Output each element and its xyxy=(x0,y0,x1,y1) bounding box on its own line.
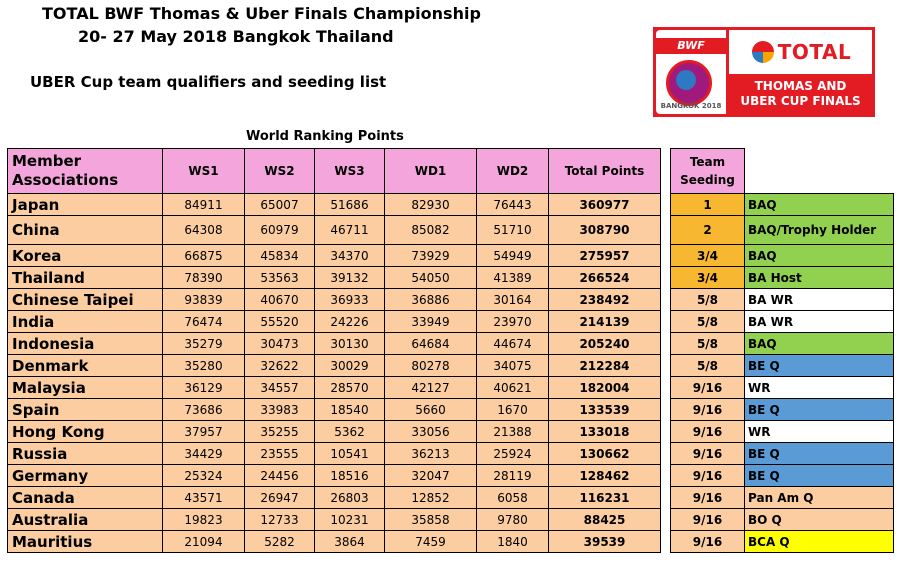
seeding-header-row xyxy=(671,149,894,194)
member-name-cell: Japan xyxy=(8,194,163,216)
qualification-cell: BE Q xyxy=(745,399,894,421)
ws3-cell: 24226 xyxy=(315,311,385,333)
wd2-cell: 30164 xyxy=(477,289,549,311)
bwf-label: BWF xyxy=(656,38,726,54)
member-name-cell: Thailand xyxy=(8,267,163,289)
ws1-cell: 64308 xyxy=(163,216,245,245)
ws2-cell: 33983 xyxy=(245,399,315,421)
col-qualification-blank xyxy=(745,149,894,194)
ws1-cell: 34429 xyxy=(163,443,245,465)
seed-cell: 5/8 xyxy=(671,311,745,333)
subtitle: UBER Cup team qualifiers and seeding list xyxy=(30,73,387,91)
col-wd1: WD1 xyxy=(385,149,477,194)
ws2-cell: 45834 xyxy=(245,245,315,267)
qualification-cell: BE Q xyxy=(745,355,894,377)
table-row xyxy=(8,245,661,267)
seeding-row xyxy=(671,443,894,465)
seed-cell: 2 xyxy=(671,216,745,245)
qualification-cell: BO Q xyxy=(745,509,894,531)
title-line-1: TOTAL BWF Thomas & Uber Finals Championship xyxy=(42,4,481,23)
ws3-cell: 5362 xyxy=(315,421,385,443)
wd1-cell: 54050 xyxy=(385,267,477,289)
table-row xyxy=(8,289,661,311)
ws3-cell: 34370 xyxy=(315,245,385,267)
table-header-row xyxy=(8,149,661,194)
total-cell: 212284 xyxy=(549,355,661,377)
seeding-row xyxy=(671,531,894,553)
wd2-cell: 28119 xyxy=(477,465,549,487)
ws1-cell: 19823 xyxy=(163,509,245,531)
member-name-cell: Canada xyxy=(8,487,163,509)
wd1-cell: 36213 xyxy=(385,443,477,465)
wd1-cell: 85082 xyxy=(385,216,477,245)
seeding-row xyxy=(671,377,894,399)
ws3-cell: 39132 xyxy=(315,267,385,289)
seeding-row xyxy=(671,509,894,531)
seed-cell: 9/16 xyxy=(671,443,745,465)
seeding-row xyxy=(671,194,894,216)
seeding-row xyxy=(671,311,894,333)
qualification-cell: BE Q xyxy=(745,443,894,465)
seed-cell: 5/8 xyxy=(671,289,745,311)
total-cell: 133018 xyxy=(549,421,661,443)
wd1-cell: 32047 xyxy=(385,465,477,487)
ws2-cell: 24456 xyxy=(245,465,315,487)
ws1-cell: 25324 xyxy=(163,465,245,487)
wd2-cell: 1840 xyxy=(477,531,549,553)
wd1-cell: 7459 xyxy=(385,531,477,553)
qualification-cell: BA Host xyxy=(745,267,894,289)
wd2-cell: 76443 xyxy=(477,194,549,216)
uber-cup-finals-label: UBER CUP FINALS xyxy=(740,94,861,108)
ws3-cell: 46711 xyxy=(315,216,385,245)
table-row xyxy=(8,509,661,531)
wd2-cell: 21388 xyxy=(477,421,549,443)
member-name-cell: Mauritius xyxy=(8,531,163,553)
member-name-cell: Chinese Taipei xyxy=(8,289,163,311)
ws3-cell: 30029 xyxy=(315,355,385,377)
wd2-cell: 54949 xyxy=(477,245,549,267)
ws2-cell: 55520 xyxy=(245,311,315,333)
col-team-seeding: Team Seeding xyxy=(671,149,745,194)
ws3-cell: 30130 xyxy=(315,333,385,355)
seeding-row xyxy=(671,421,894,443)
seeding-row xyxy=(671,267,894,289)
ws3-cell: 18516 xyxy=(315,465,385,487)
wd1-cell: 36886 xyxy=(385,289,477,311)
total-cell: 266524 xyxy=(549,267,661,289)
qualification-cell: BE Q xyxy=(745,465,894,487)
seed-cell: 5/8 xyxy=(671,355,745,377)
member-name-cell: Malaysia xyxy=(8,377,163,399)
seed-cell: 5/8 xyxy=(671,333,745,355)
table-row xyxy=(8,465,661,487)
total-ball-icon xyxy=(752,41,774,63)
ws2-cell: 5282 xyxy=(245,531,315,553)
member-name-cell: Denmark xyxy=(8,355,163,377)
ws3-cell: 3864 xyxy=(315,531,385,553)
ws2-cell: 34557 xyxy=(245,377,315,399)
bangkok-label: BANGKOK 2018 xyxy=(660,102,722,110)
col-ws2: WS2 xyxy=(245,149,315,194)
ws2-cell: 60979 xyxy=(245,216,315,245)
table-row xyxy=(8,377,661,399)
title-line-2: 20- 27 May 2018 Bangkok Thailand xyxy=(78,27,394,46)
ws3-cell: 28570 xyxy=(315,377,385,399)
total-panel xyxy=(729,30,872,114)
col-member-associations: Member Associations xyxy=(8,149,163,194)
ws2-cell: 32622 xyxy=(245,355,315,377)
ws3-cell: 51686 xyxy=(315,194,385,216)
ws1-cell: 76474 xyxy=(163,311,245,333)
table-row xyxy=(8,487,661,509)
ws1-cell: 93839 xyxy=(163,289,245,311)
seeding-row xyxy=(671,216,894,245)
ws1-cell: 73686 xyxy=(163,399,245,421)
wd1-cell: 12852 xyxy=(385,487,477,509)
col-ws1: WS1 xyxy=(163,149,245,194)
wd1-cell: 80278 xyxy=(385,355,477,377)
seed-cell: 9/16 xyxy=(671,399,745,421)
member-name-cell: India xyxy=(8,311,163,333)
ws1-cell: 66875 xyxy=(163,245,245,267)
seed-cell: 9/16 xyxy=(671,377,745,399)
table-row xyxy=(8,216,661,245)
ws2-cell: 12733 xyxy=(245,509,315,531)
table-row xyxy=(8,443,661,465)
wd1-cell: 33056 xyxy=(385,421,477,443)
bwf-emblem-panel xyxy=(656,30,726,114)
seed-cell: 9/16 xyxy=(671,531,745,553)
ws2-cell: 26947 xyxy=(245,487,315,509)
member-name-cell: Korea xyxy=(8,245,163,267)
qualification-cell: BA WR xyxy=(745,311,894,333)
qualification-cell: WR xyxy=(745,377,894,399)
total-cell: 116231 xyxy=(549,487,661,509)
ws3-cell: 10541 xyxy=(315,443,385,465)
wd2-cell: 44674 xyxy=(477,333,549,355)
total-cell: 130662 xyxy=(549,443,661,465)
total-cell: 182004 xyxy=(549,377,661,399)
member-name-cell: Hong Kong xyxy=(8,421,163,443)
seed-cell: 9/16 xyxy=(671,509,745,531)
seeding-row xyxy=(671,487,894,509)
thomas-uber-label xyxy=(729,74,872,114)
col-total-points: Total Points xyxy=(549,149,661,194)
wd2-cell: 40621 xyxy=(477,377,549,399)
member-name-cell: China xyxy=(8,216,163,245)
seed-cell: 3/4 xyxy=(671,245,745,267)
ws3-cell: 36933 xyxy=(315,289,385,311)
wd2-cell: 1670 xyxy=(477,399,549,421)
total-cell: 133539 xyxy=(549,399,661,421)
shuttle-icon xyxy=(676,70,696,90)
wd2-cell: 51710 xyxy=(477,216,549,245)
total-cell: 205240 xyxy=(549,333,661,355)
total-cell: 238492 xyxy=(549,289,661,311)
ws2-cell: 40670 xyxy=(245,289,315,311)
qualification-cell: BAQ xyxy=(745,245,894,267)
ws1-cell: 37957 xyxy=(163,421,245,443)
wd2-cell: 41389 xyxy=(477,267,549,289)
total-cell: 360977 xyxy=(549,194,661,216)
wd2-cell: 23970 xyxy=(477,311,549,333)
ws1-cell: 35280 xyxy=(163,355,245,377)
col-wd2: WD2 xyxy=(477,149,549,194)
total-cell: 214139 xyxy=(549,311,661,333)
wd1-cell: 5660 xyxy=(385,399,477,421)
ws1-cell: 78390 xyxy=(163,267,245,289)
ranking-points-label: World Ranking Points xyxy=(246,129,404,144)
member-name-cell: Indonesia xyxy=(8,333,163,355)
total-label: TOTAL xyxy=(777,40,852,64)
qualification-cell: BAQ/Trophy Holder xyxy=(745,216,894,245)
seeding-row xyxy=(671,355,894,377)
member-name-cell: Germany xyxy=(8,465,163,487)
wd2-cell: 6058 xyxy=(477,487,549,509)
table-row xyxy=(8,355,661,377)
seed-cell: 9/16 xyxy=(671,487,745,509)
seeding-row xyxy=(671,333,894,355)
wd2-cell: 9780 xyxy=(477,509,549,531)
member-name-cell: Russia xyxy=(8,443,163,465)
seeding-row xyxy=(671,465,894,487)
ws1-cell: 36129 xyxy=(163,377,245,399)
table-row xyxy=(8,333,661,355)
ws1-cell: 21094 xyxy=(163,531,245,553)
table-row xyxy=(8,194,661,216)
ws2-cell: 65007 xyxy=(245,194,315,216)
total-cell: 275957 xyxy=(549,245,661,267)
ws1-cell: 35279 xyxy=(163,333,245,355)
seeding-row xyxy=(671,245,894,267)
qualification-cell: BCA Q xyxy=(745,531,894,553)
ws1-cell: 43571 xyxy=(163,487,245,509)
wd1-cell: 73929 xyxy=(385,245,477,267)
member-name-cell: Australia xyxy=(8,509,163,531)
col-ws3: WS3 xyxy=(315,149,385,194)
event-logo xyxy=(653,27,875,117)
qualification-cell: BAQ xyxy=(745,194,894,216)
wd1-cell: 42127 xyxy=(385,377,477,399)
seed-cell: 9/16 xyxy=(671,421,745,443)
qualification-cell: BA WR xyxy=(745,289,894,311)
qualification-cell: BAQ xyxy=(745,333,894,355)
wd1-cell: 35858 xyxy=(385,509,477,531)
total-cell: 88425 xyxy=(549,509,661,531)
wd1-cell: 82930 xyxy=(385,194,477,216)
seed-cell: 1 xyxy=(671,194,745,216)
wd1-cell: 64684 xyxy=(385,333,477,355)
thomas-and-label: THOMAS AND xyxy=(754,79,847,93)
table-row xyxy=(8,399,661,421)
total-cell: 128462 xyxy=(549,465,661,487)
ws2-cell: 35255 xyxy=(245,421,315,443)
ws2-cell: 53563 xyxy=(245,267,315,289)
ws3-cell: 10231 xyxy=(315,509,385,531)
seed-cell: 9/16 xyxy=(671,465,745,487)
ws2-cell: 30473 xyxy=(245,333,315,355)
seeding-table xyxy=(670,148,894,553)
total-brand xyxy=(731,33,872,71)
table-row xyxy=(8,531,661,553)
ws3-cell: 26803 xyxy=(315,487,385,509)
ranking-table xyxy=(7,148,661,553)
table-row xyxy=(8,267,661,289)
wd2-cell: 34075 xyxy=(477,355,549,377)
seeding-row xyxy=(671,289,894,311)
qualification-cell: WR xyxy=(745,421,894,443)
wd2-cell: 25924 xyxy=(477,443,549,465)
wd1-cell: 33949 xyxy=(385,311,477,333)
table-row xyxy=(8,421,661,443)
seeding-row xyxy=(671,399,894,421)
seed-cell: 3/4 xyxy=(671,267,745,289)
ws2-cell: 23555 xyxy=(245,443,315,465)
ws3-cell: 18540 xyxy=(315,399,385,421)
qualification-cell: Pan Am Q xyxy=(745,487,894,509)
total-cell: 39539 xyxy=(549,531,661,553)
table-row xyxy=(8,311,661,333)
member-name-cell: Spain xyxy=(8,399,163,421)
total-cell: 308790 xyxy=(549,216,661,245)
ws1-cell: 84911 xyxy=(163,194,245,216)
